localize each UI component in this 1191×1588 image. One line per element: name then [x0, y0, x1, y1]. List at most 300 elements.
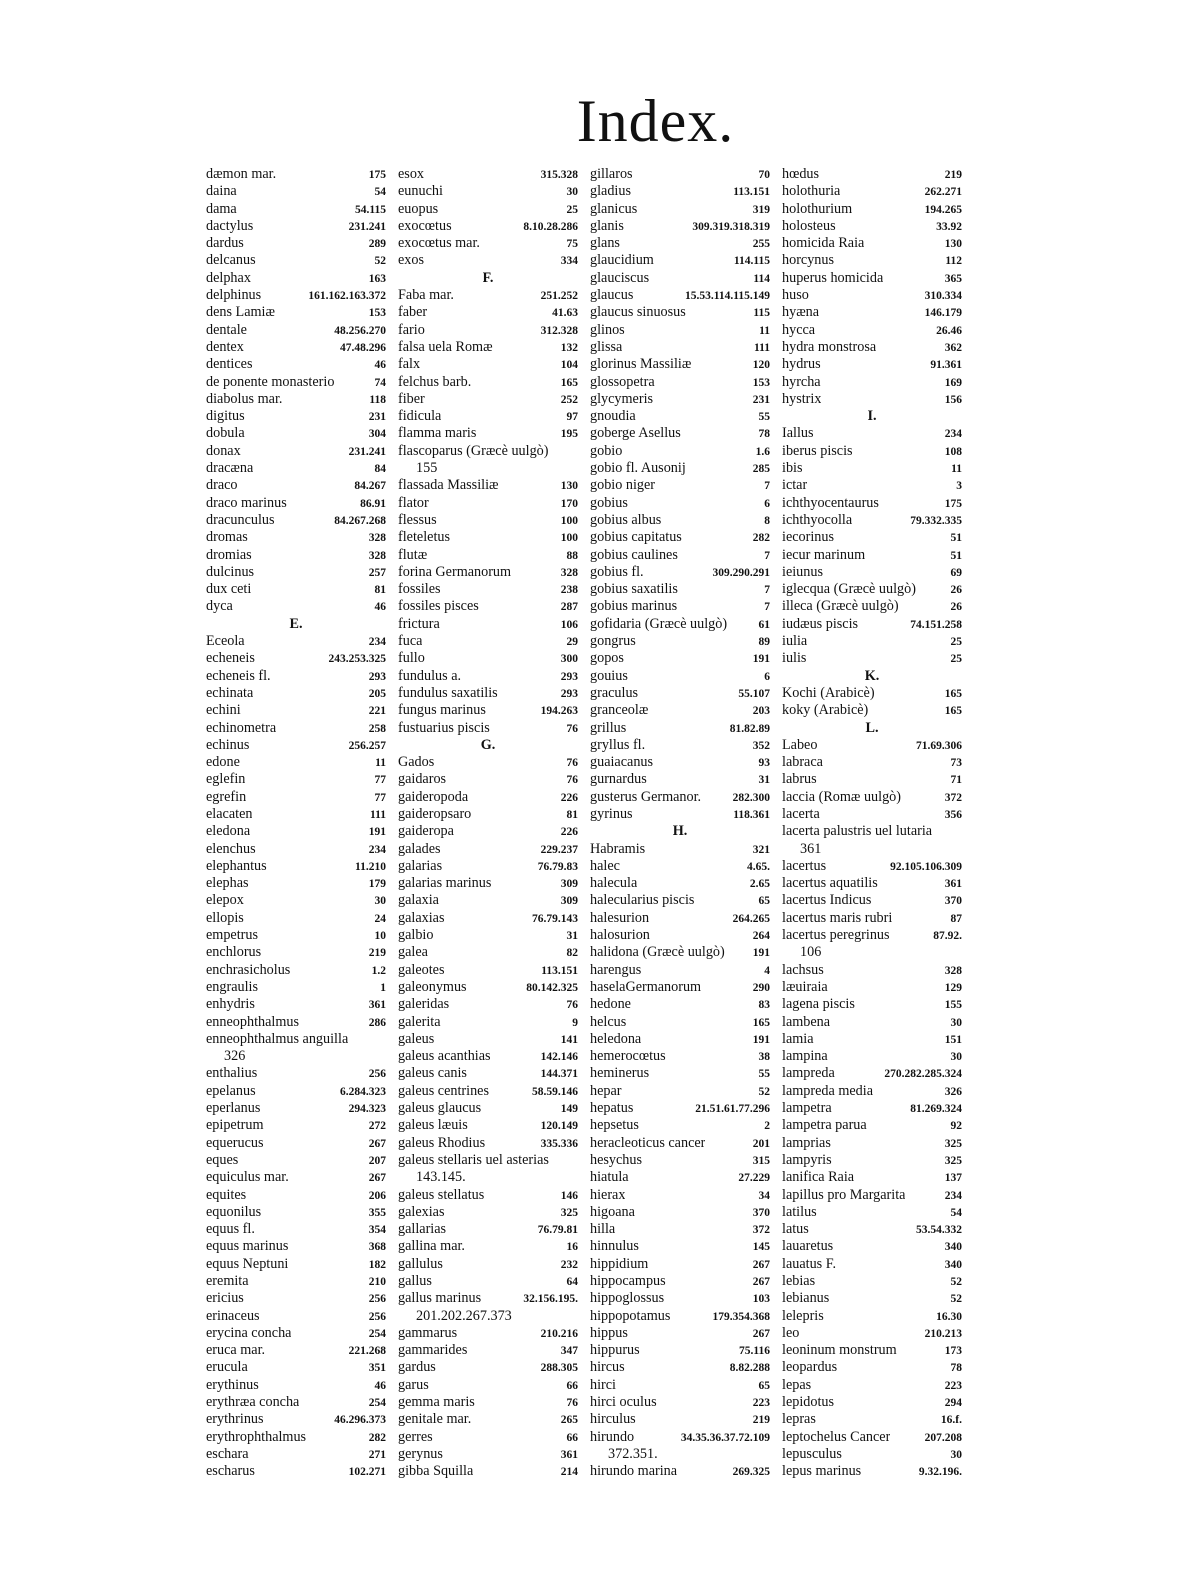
section-letter	[398, 270, 578, 287]
entry-pages: 300	[560, 653, 578, 666]
index-entry	[398, 668, 578, 685]
index-entry	[590, 477, 770, 494]
index-entry	[398, 391, 578, 408]
entry-term: flascoparus (Græcè uulgò)	[398, 442, 549, 459]
entry-term: iglecqua (Græcè uulgò)	[782, 581, 916, 598]
entry-pages: 254	[368, 1397, 386, 1410]
entry-pages: 282	[368, 1431, 386, 1444]
entry-pages: 52	[374, 255, 386, 268]
entry-pages: 294	[944, 1397, 962, 1410]
entry-pages: 76.79.81	[537, 1224, 578, 1237]
index-entry	[782, 1135, 962, 1152]
entry-term: delphax	[206, 269, 251, 286]
entry-pages: 100	[560, 532, 578, 545]
entry-term: eschara	[206, 1445, 249, 1462]
index-entry	[206, 668, 386, 685]
section-letter-label: G.	[480, 736, 496, 753]
entry-term: draco	[206, 477, 238, 494]
index-entry	[590, 1152, 770, 1169]
index-entry	[398, 408, 578, 425]
index-entry	[590, 201, 770, 218]
entry-term: faber	[398, 304, 428, 321]
entry-pages: 173	[944, 1345, 962, 1358]
entry-term: hirci	[590, 1376, 616, 1393]
index-entry	[206, 979, 386, 996]
entry-term: glaucidium	[590, 252, 654, 269]
index-entry	[398, 633, 578, 650]
index-column-4	[782, 166, 962, 1481]
index-entry	[590, 668, 770, 685]
index-entry	[398, 1100, 578, 1117]
entry-term: eques	[206, 1151, 239, 1168]
entry-term: fustuarius piscis	[398, 719, 490, 736]
entry-term: gaideropa	[398, 823, 454, 840]
entry-pages: 372	[944, 791, 962, 804]
entry-pages: 285	[752, 463, 770, 476]
index-entry	[782, 512, 962, 529]
entry-pages: 182	[368, 1258, 386, 1271]
entry-term: galeotes	[398, 961, 445, 978]
entry-pages: 30	[950, 1051, 962, 1064]
entry-term: donax	[206, 442, 241, 459]
entry-pages: 207	[368, 1154, 386, 1167]
index-entry	[782, 304, 962, 321]
entry-pages: 315.328	[540, 169, 578, 181]
entry-term: hydrus	[782, 356, 821, 373]
index-entry	[398, 771, 578, 788]
entry-pages: 163	[368, 272, 386, 285]
entry-pages: 7	[764, 601, 770, 614]
section-letter-label: E.	[289, 615, 303, 632]
section-letter-label: L.	[865, 719, 879, 736]
index-entry	[782, 875, 962, 892]
index-entry	[782, 1221, 962, 1238]
entry-pages: 232	[560, 1258, 578, 1271]
index-entry	[782, 1377, 962, 1394]
index-entry-continuation	[398, 1308, 578, 1325]
entry-term: eremita	[206, 1273, 249, 1289]
entry-term: hilla	[590, 1221, 616, 1238]
entry-pages: 76.79.83	[537, 860, 578, 873]
index-entry	[590, 339, 770, 356]
index-entry	[590, 235, 770, 252]
entry-pages: 267	[752, 1276, 770, 1288]
index-entry	[206, 304, 386, 321]
entry-pages: 191	[368, 826, 386, 839]
entry-term: glans	[590, 235, 620, 252]
entry-pages: 69	[950, 566, 962, 579]
entry-pages: 66	[566, 1431, 578, 1444]
entry-pages: 194.265	[924, 203, 962, 216]
index-entry	[206, 1290, 386, 1307]
entry-term: galeus canis	[398, 1065, 467, 1082]
index-entry	[782, 425, 962, 442]
index-entry	[206, 166, 386, 183]
entry-pages: 38	[758, 1051, 770, 1064]
entry-pages: 234	[368, 843, 386, 856]
entry-pages: 207.208	[924, 1431, 962, 1444]
entry-pages: 231.241	[348, 445, 386, 458]
entry-term: galeridas	[398, 996, 450, 1013]
entry-term: forina Germanorum	[398, 563, 512, 580]
index-entry	[206, 1083, 386, 1100]
index-entry	[206, 1169, 386, 1186]
entry-pages: 156	[944, 393, 962, 406]
index-entry	[590, 1273, 770, 1290]
index-entry	[398, 1221, 578, 1238]
index-entry	[206, 1256, 386, 1273]
index-entry	[398, 183, 578, 200]
entry-term: exocœtus	[398, 217, 452, 234]
index-entry	[782, 1273, 962, 1290]
entry-term: glycymeris	[590, 390, 654, 407]
entry-term: Labeo	[782, 736, 818, 753]
entry-pages: 79.332.335	[910, 514, 962, 527]
entry-term: eglefin	[206, 771, 246, 788]
entry-term: lampreda media	[782, 1082, 873, 1099]
entry-term: fungus marinus	[398, 702, 486, 719]
entry-term: hesychus	[590, 1151, 643, 1168]
index-entry	[782, 789, 962, 806]
entry-term: lampina	[782, 1048, 828, 1065]
entry-term: lampetra parua	[782, 1117, 867, 1134]
entry-pages: 191	[752, 947, 770, 960]
entry-term: erythinus	[206, 1376, 259, 1393]
entry-term: gardus	[398, 1359, 436, 1376]
index-entry	[206, 339, 386, 356]
entry-pages: 86.91	[360, 497, 386, 510]
entry-pages: 293	[368, 670, 386, 683]
entry-pages: 372	[752, 1224, 770, 1237]
index-entry	[590, 1308, 770, 1325]
entry-term: heminerus	[590, 1065, 650, 1082]
entry-pages: 81.269.324	[910, 1103, 962, 1116]
index-entry	[590, 460, 770, 477]
index-entry	[782, 477, 962, 494]
entry-term: dentale	[206, 321, 247, 338]
entry-term: lepras	[782, 1411, 816, 1428]
index-entry	[590, 1238, 770, 1255]
entry-pages: 25	[950, 653, 962, 666]
index-entry	[398, 374, 578, 391]
entry-pages: 112	[945, 255, 962, 268]
entry-term: eperlanus	[206, 1100, 261, 1117]
index-entry	[206, 1342, 386, 1359]
index-entry	[782, 1204, 962, 1221]
index-entry	[206, 252, 386, 269]
index-entry	[782, 1394, 962, 1411]
index-entry	[398, 1117, 578, 1134]
entry-term: higoana	[590, 1203, 635, 1220]
index-entry	[398, 235, 578, 252]
entry-pages: 293	[560, 687, 578, 700]
index-entry	[398, 858, 578, 875]
index-entry	[206, 270, 386, 287]
entry-term: guaiacanus	[590, 754, 654, 771]
entry-pages: 282	[752, 532, 770, 545]
index-entry	[590, 737, 770, 754]
entry-term: galerita	[398, 1013, 441, 1030]
entry-pages: 368	[368, 1241, 386, 1254]
entry-term: fiber	[398, 390, 425, 407]
index-entry	[398, 1463, 578, 1480]
entry-term: hycca	[782, 321, 816, 338]
entry-pages: 120.149	[540, 1120, 578, 1133]
index-entry	[590, 754, 770, 771]
entry-pages: 210.216	[540, 1327, 578, 1340]
index-entry	[398, 495, 578, 512]
entry-pages: 258	[368, 722, 386, 735]
entry-term: gongrus	[590, 633, 636, 650]
entry-term: gobius capitatus	[590, 529, 682, 546]
entry-pages: 65	[758, 895, 770, 908]
index-entry	[782, 252, 962, 269]
entry-term: echinus	[206, 736, 250, 753]
entry-term: hippopotamus	[590, 1307, 671, 1324]
entry-pages: 210.213	[924, 1327, 962, 1340]
entry-term: gobius caulines	[590, 546, 678, 563]
entry-term: elenchus	[206, 840, 256, 857]
entry-term: hemerocœtus	[590, 1048, 666, 1065]
entry-pages: 26	[950, 584, 962, 597]
entry-term: equus fl.	[206, 1221, 255, 1238]
entry-term: echini	[206, 702, 241, 719]
index-entry	[206, 374, 386, 391]
index-entry	[206, 650, 386, 667]
entry-term: gammarus	[398, 1324, 458, 1341]
entry-term: 201.202.267.373	[416, 1307, 512, 1324]
index-entry	[590, 166, 770, 183]
entry-pages: 31	[566, 930, 578, 943]
entry-term: glaucus	[590, 287, 634, 304]
index-entry	[398, 581, 578, 598]
entry-term: hircus	[590, 1359, 625, 1376]
index-entry	[206, 720, 386, 737]
entry-pages: 340	[944, 1258, 962, 1271]
entry-term: lachsus	[782, 961, 824, 978]
index-entry	[398, 356, 578, 373]
entry-pages: 267	[368, 1137, 386, 1150]
index-entry	[782, 1238, 962, 1255]
entry-pages: 319	[752, 203, 770, 216]
index-entry	[782, 391, 962, 408]
entry-pages: 355	[368, 1206, 386, 1219]
index-entry	[398, 962, 578, 979]
index-entry	[398, 927, 578, 944]
index-entry	[206, 737, 386, 754]
entry-term: lacerta palustris uel lutaria	[782, 823, 933, 840]
index-entry	[398, 1359, 578, 1376]
entry-term: holosteus	[782, 217, 836, 234]
index-entry	[782, 564, 962, 581]
entry-term: 372.351.	[608, 1445, 658, 1462]
entry-pages: 165	[752, 1016, 770, 1029]
entry-pages: 84	[374, 463, 386, 476]
entry-term: hydra monstrosa	[782, 338, 877, 355]
entry-pages: 24	[374, 912, 386, 925]
entry-pages: 8.10.28.286	[523, 220, 578, 233]
index-entry	[206, 391, 386, 408]
index-entry	[782, 685, 962, 702]
entry-term: hyæna	[782, 304, 820, 321]
entry-term: hyrcha	[782, 373, 821, 390]
entry-term: haselaGermanorum	[590, 978, 702, 995]
entry-pages: 46	[374, 601, 386, 614]
index-entry	[782, 443, 962, 460]
index-entry-continuation	[782, 944, 962, 961]
index-entry	[590, 962, 770, 979]
index-entry	[398, 1325, 578, 1342]
index-entry	[398, 996, 578, 1013]
entry-pages: 223	[752, 1397, 770, 1410]
entry-pages: 61	[758, 618, 770, 631]
entry-pages: 11	[759, 324, 770, 337]
entry-term: holothurium	[782, 200, 853, 217]
entry-pages: 54.115	[355, 203, 386, 216]
index-entry	[206, 771, 386, 788]
entry-term: empetrus	[206, 927, 259, 944]
entry-term: galeus stellaris uel asterias	[398, 1151, 549, 1168]
index-entry	[206, 598, 386, 615]
index-entry	[398, 1135, 578, 1152]
entry-pages: 74	[374, 376, 386, 389]
entry-term: fidicula	[398, 408, 442, 425]
entry-term: glaucus sinuosus	[590, 304, 686, 321]
entry-term: galarias	[398, 857, 443, 874]
entry-term: gladius	[590, 183, 631, 200]
entry-term: edone	[206, 754, 240, 771]
entry-pages: 201	[752, 1137, 770, 1150]
index-entry	[782, 1065, 962, 1082]
entry-pages: 130	[560, 480, 578, 493]
entry-term: ericius	[206, 1290, 244, 1307]
entry-term: enchlorus	[206, 944, 262, 961]
entry-pages: 11	[951, 463, 962, 476]
entry-pages: 264.265	[732, 912, 770, 925]
entry-term: gofidaria (Græcè uulgò)	[590, 615, 728, 632]
index-entry	[398, 1256, 578, 1273]
entry-pages: 113.151	[733, 186, 770, 199]
entry-pages: 219	[368, 947, 386, 960]
entry-term: homicida Raia	[782, 235, 865, 252]
index-entry	[590, 1359, 770, 1376]
entry-term: equonilus	[206, 1203, 262, 1220]
entry-pages: 229.237	[540, 843, 578, 856]
index-entry	[206, 322, 386, 339]
entry-term: lauatus F.	[782, 1255, 837, 1272]
entry-term: elephas	[206, 875, 249, 892]
entry-term: halesurion	[590, 909, 650, 926]
entry-pages: 325	[944, 1137, 962, 1150]
index-entry	[782, 218, 962, 235]
entry-term: flessus	[398, 511, 437, 528]
index-entry-continuation	[398, 460, 578, 477]
entry-term: hirculus	[590, 1411, 636, 1428]
index-entry	[782, 927, 962, 944]
entry-term: equus marinus	[206, 1238, 289, 1255]
entry-pages: 81	[566, 808, 578, 821]
index-entry	[782, 547, 962, 564]
entry-pages: 70	[758, 169, 770, 181]
entry-pages: 144.371	[540, 1068, 578, 1081]
entry-term: ictar	[782, 477, 808, 494]
entry-pages: 108	[944, 445, 962, 458]
index-entry	[398, 1411, 578, 1428]
entry-pages: 234	[944, 428, 962, 441]
entry-pages: 9	[572, 1016, 578, 1029]
index-column-3	[590, 166, 770, 1481]
index-entry	[206, 892, 386, 909]
entry-pages: 175	[944, 497, 962, 510]
entry-term: equites	[206, 1186, 247, 1203]
index-entry-continuation	[206, 1048, 386, 1065]
entry-pages: 82	[566, 947, 578, 960]
entry-term: escharus	[206, 1463, 255, 1480]
entry-term: diabolus mar.	[206, 390, 283, 407]
entry-pages: 46.296.373	[334, 1414, 386, 1427]
entry-term: equiculus mar.	[206, 1169, 289, 1186]
entry-pages: 315	[752, 1154, 770, 1167]
entry-term: lebias	[782, 1273, 816, 1289]
entry-term: egrefin	[206, 788, 247, 805]
index-entry	[206, 944, 386, 961]
entry-pages: 103	[752, 1293, 770, 1306]
index-entry	[782, 1187, 962, 1204]
entry-pages: 7	[764, 480, 770, 493]
entry-pages: 32.156.195.	[523, 1293, 578, 1306]
entry-pages: 221.268	[348, 1345, 386, 1358]
entry-term: enneophthalmus	[206, 1013, 299, 1030]
entry-term: gobio niger	[590, 477, 656, 494]
entry-pages: 91.361	[930, 359, 962, 372]
index-entry	[590, 1100, 770, 1117]
entry-term: falsa uela Romæ	[398, 338, 493, 355]
entry-pages: 325	[560, 1206, 578, 1219]
entry-pages: 2	[764, 1120, 770, 1133]
index-entry	[398, 823, 578, 840]
entry-pages: 221	[368, 705, 386, 718]
index-entry	[782, 962, 962, 979]
entry-term: glissa	[590, 338, 623, 355]
index-entry	[782, 1031, 962, 1048]
index-entry	[590, 771, 770, 788]
entry-term: epipetrum	[206, 1117, 264, 1134]
index-entry	[782, 339, 962, 356]
entry-pages: 142.146	[540, 1051, 578, 1064]
entry-term: hirundo marina	[590, 1463, 678, 1480]
entry-term: hippurus	[590, 1342, 640, 1359]
entry-pages: 74.151.258	[910, 618, 962, 631]
entry-term: horcynus	[782, 252, 835, 269]
entry-pages: 132	[560, 341, 578, 354]
index-entry	[398, 1429, 578, 1446]
entry-pages: 30	[950, 1448, 962, 1461]
index-entry	[206, 408, 386, 425]
index-entry	[782, 806, 962, 823]
entry-pages: 118.361	[733, 808, 770, 821]
index-entry	[782, 1411, 962, 1428]
index-entry	[590, 270, 770, 287]
entry-term: fundulus a.	[398, 667, 462, 684]
entry-term: dardus	[206, 235, 244, 252]
index-entry	[206, 1273, 386, 1290]
entry-term: erythrinus	[206, 1411, 264, 1428]
entry-pages: 77	[374, 774, 386, 787]
entry-term: hystrix	[782, 390, 822, 407]
index-entry	[590, 650, 770, 667]
index-entry	[206, 564, 386, 581]
entry-pages: 264	[752, 930, 770, 943]
